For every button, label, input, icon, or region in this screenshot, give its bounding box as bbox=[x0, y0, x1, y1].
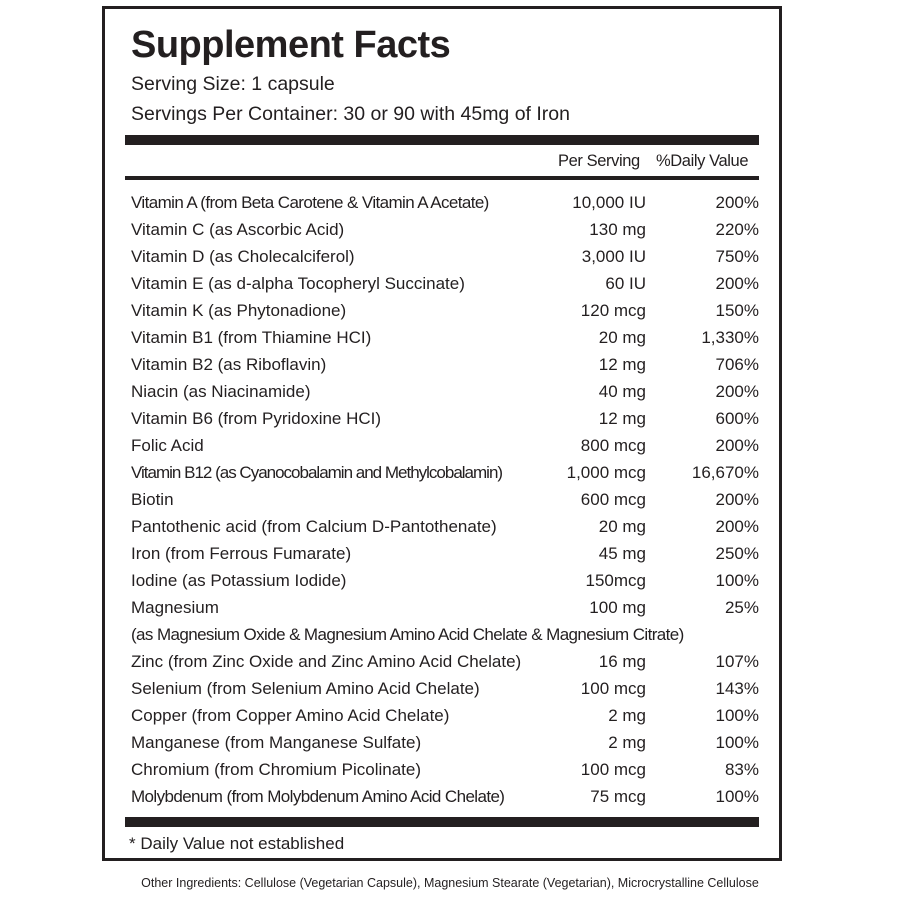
nutrient-name: Vitamin E (as d-alpha Tocopheryl Succinate) bbox=[131, 274, 465, 293]
nutrient-amount: 10,000 IU bbox=[572, 193, 646, 212]
table-row bbox=[125, 729, 759, 756]
nutrient-name: Vitamin B6 (from Pyridoxine HCI) bbox=[131, 409, 382, 428]
table-row bbox=[125, 243, 759, 270]
nutrient-daily-value: 200% bbox=[715, 436, 759, 455]
nutrient-amount: 3,000 IU bbox=[581, 247, 646, 266]
nutrient-amount: 60 IU bbox=[605, 274, 646, 293]
nutrient-name: Pantothenic acid (from Calcium D-Pantothenate) bbox=[131, 517, 497, 536]
table-row bbox=[125, 675, 759, 702]
top-thick-divider bbox=[125, 135, 759, 145]
table-row bbox=[125, 378, 759, 405]
nutrient-name: Molybdenum (from Molybdenum Amino Acid Chelate) bbox=[131, 787, 505, 806]
label-title: Supplement Facts bbox=[131, 24, 451, 66]
nutrient-name: Copper (from Copper Amino Acid Chelate) bbox=[131, 706, 450, 725]
table-row bbox=[125, 405, 759, 432]
table-row bbox=[125, 540, 759, 567]
nutrient-name: Vitamin B12 (as Cyanocobalamin and Methylcobalamin) bbox=[131, 463, 503, 482]
header-divider bbox=[125, 176, 759, 180]
table-row bbox=[125, 297, 759, 324]
nutrient-name: Selenium (from Selenium Amino Acid Chelate) bbox=[131, 679, 480, 698]
nutrient-daily-value: 706% bbox=[715, 355, 759, 374]
nutrient-amount: 20 mg bbox=[598, 517, 646, 536]
table-row bbox=[125, 459, 759, 486]
nutrient-name: Iodine (as Potassium Iodide) bbox=[131, 571, 347, 590]
table-row bbox=[125, 621, 759, 648]
table-row bbox=[125, 324, 759, 351]
serving-size: Serving Size: 1 capsule bbox=[131, 73, 335, 95]
nutrient-daily-value: 16,670% bbox=[691, 463, 759, 482]
nutrient-name: Vitamin K (as Phytonadione) bbox=[131, 301, 347, 320]
nutrient-daily-value: 200% bbox=[715, 193, 759, 212]
nutrient-daily-value: 100% bbox=[715, 706, 759, 725]
table-row bbox=[125, 189, 759, 216]
nutrient-name: Vitamin C (as Ascorbic Acid) bbox=[131, 220, 345, 239]
nutrient-amount: 120 mcg bbox=[580, 301, 646, 320]
table-row bbox=[125, 432, 759, 459]
bottom-thick-divider bbox=[125, 817, 759, 827]
nutrient-daily-value: 100% bbox=[715, 787, 759, 806]
nutrient-daily-value: 750% bbox=[715, 247, 759, 266]
nutrient-daily-value: 25% bbox=[724, 598, 759, 617]
nutrient-amount: 800 mcg bbox=[580, 436, 646, 455]
table-row bbox=[125, 567, 759, 594]
nutrient-name: Magnesium bbox=[131, 598, 219, 617]
nutrient-amount: 600 mcg bbox=[580, 490, 646, 509]
nutrient-daily-value: 1,330% bbox=[701, 328, 759, 347]
nutrient-amount: 75 mcg bbox=[590, 787, 646, 806]
nutrient-name: Iron (from Ferrous Fumarate) bbox=[131, 544, 352, 563]
nutrient-daily-value: 200% bbox=[715, 274, 759, 293]
nutrient-amount: 40 mg bbox=[598, 382, 646, 401]
nutrient-name: Vitamin B1 (from Thiamine HCI) bbox=[131, 328, 372, 347]
nutrient-daily-value: 200% bbox=[715, 382, 759, 401]
nutrient-amount: 12 mg bbox=[598, 409, 646, 428]
nutrient-daily-value: 250% bbox=[715, 544, 759, 563]
nutrient-daily-value: 200% bbox=[715, 490, 759, 509]
nutrient-daily-value: 150% bbox=[715, 301, 759, 320]
table-row bbox=[125, 513, 759, 540]
nutrient-table bbox=[125, 189, 759, 810]
nutrient-amount: 2 mg bbox=[608, 706, 646, 725]
nutrient-name: Vitamin B2 (as Riboflavin) bbox=[131, 355, 327, 374]
nutrient-name: Chromium (from Chromium Picolinate) bbox=[131, 760, 422, 779]
servings-per-container: Servings Per Container: 30 or 90 with 45mg of Iron bbox=[131, 103, 570, 125]
nutrient-name: Niacin (as Niacinamide) bbox=[131, 382, 311, 401]
nutrient-daily-value: 200% bbox=[715, 517, 759, 536]
nutrient-amount: 45 mg bbox=[598, 544, 646, 563]
table-row bbox=[125, 351, 759, 378]
table-row bbox=[125, 702, 759, 729]
table-row bbox=[125, 270, 759, 297]
nutrient-daily-value: 100% bbox=[715, 733, 759, 752]
nutrient-amount: 12 mg bbox=[598, 355, 646, 374]
nutrient-daily-value: 143% bbox=[715, 679, 759, 698]
nutrient-amount: 100 mcg bbox=[580, 679, 646, 698]
table-row bbox=[125, 486, 759, 513]
nutrient-daily-value: 600% bbox=[715, 409, 759, 428]
footnote: * Daily Value not established bbox=[129, 834, 345, 853]
nutrient-amount: 130 mg bbox=[589, 220, 646, 239]
nutrient-daily-value: 107% bbox=[715, 652, 759, 671]
nutrient-name: Vitamin D (as Cholecalciferol) bbox=[131, 247, 355, 266]
nutrient-daily-value: 220% bbox=[715, 220, 759, 239]
nutrient-daily-value: 83% bbox=[724, 760, 759, 779]
other-ingredients: Other Ingredients: Cellulose (Vegetarian Capsule), Magnesium Stearate (Vegetarian), Microcrystalline Cellulose bbox=[141, 876, 759, 890]
nutrient-name: Manganese (from Manganese Sulfate) bbox=[131, 733, 422, 752]
nutrient-amount: 1,000 mcg bbox=[566, 463, 646, 482]
nutrient-amount: 100 mg bbox=[589, 598, 646, 617]
nutrient-name: Folic Acid bbox=[131, 436, 204, 455]
nutrient-amount: 2 mg bbox=[608, 733, 646, 752]
nutrient-amount: 20 mg bbox=[598, 328, 646, 347]
nutrient-amount: 150mcg bbox=[585, 571, 646, 590]
nutrient-name: Vitamin A (from Beta Carotene & Vitamin A Acetate) bbox=[131, 193, 489, 212]
nutrient-name: (as Magnesium Oxide & Magnesium Amino Acid Chelate & Magnesium Citrate) bbox=[131, 625, 684, 644]
table-row bbox=[125, 216, 759, 243]
table-row bbox=[125, 756, 759, 783]
table-row bbox=[125, 594, 759, 621]
col-header-daily-value: %Daily Value bbox=[656, 152, 749, 170]
col-header-per-serving: Per Serving bbox=[558, 152, 640, 170]
table-row bbox=[125, 783, 759, 810]
nutrient-daily-value: 100% bbox=[715, 571, 759, 590]
nutrient-amount: 16 mg bbox=[598, 652, 646, 671]
table-row bbox=[125, 648, 759, 675]
nutrient-name: Zinc (from Zinc Oxide and Zinc Amino Acid Chelate) bbox=[131, 652, 522, 671]
nutrient-name: Biotin bbox=[131, 490, 174, 509]
nutrient-amount: 100 mcg bbox=[580, 760, 646, 779]
